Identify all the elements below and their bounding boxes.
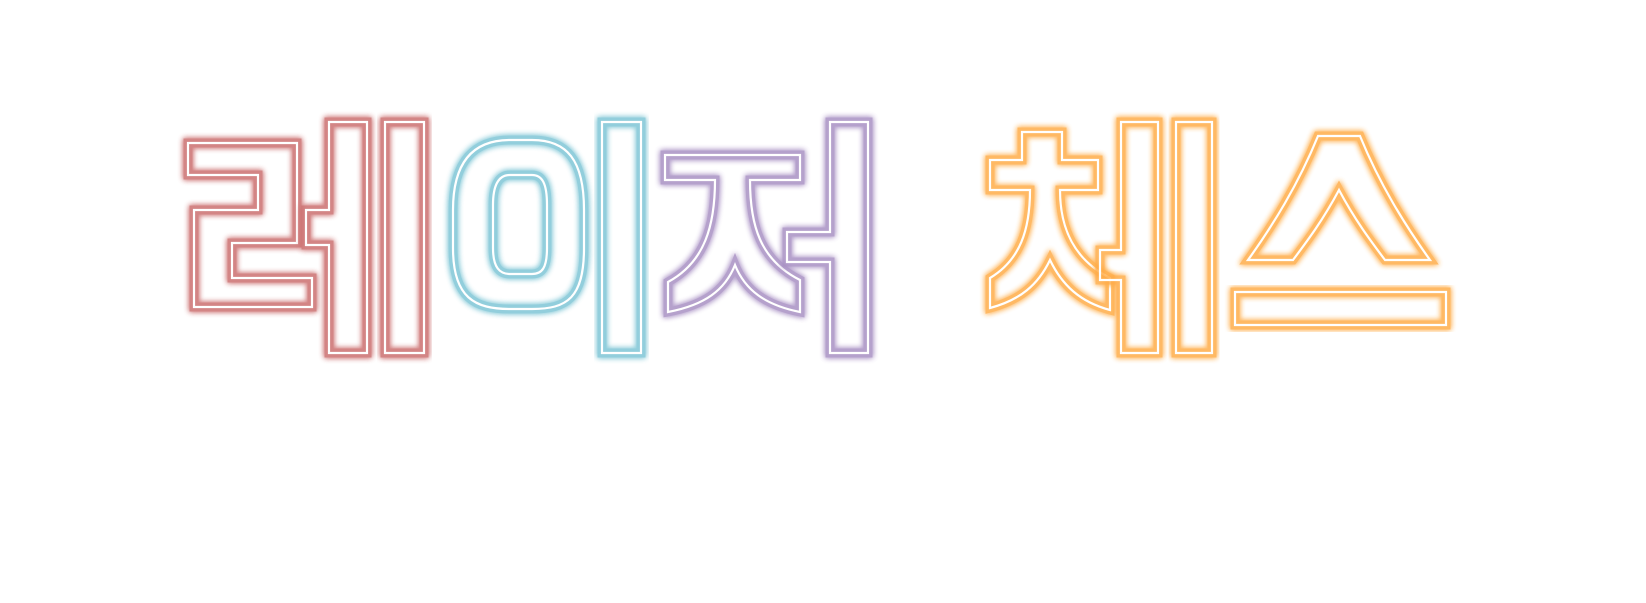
syllable-i bbox=[453, 122, 641, 353]
syllable-che bbox=[990, 122, 1212, 353]
syllable-jeo bbox=[665, 122, 868, 353]
syllable-re bbox=[188, 122, 424, 353]
syllable-seu bbox=[1235, 136, 1446, 325]
